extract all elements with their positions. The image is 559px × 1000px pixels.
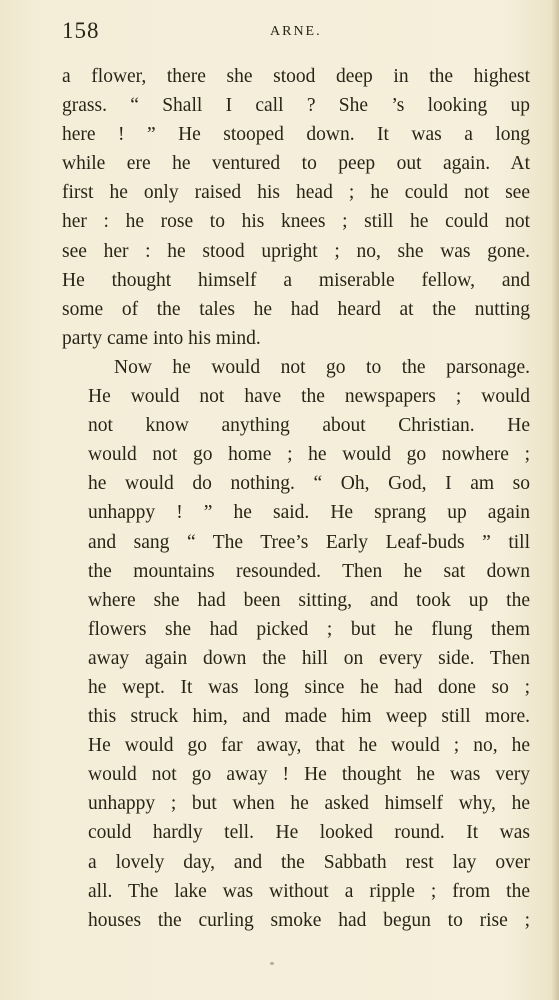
text-line: her : he rose to his knees ; still he could not (62, 211, 530, 233)
text-line: this struck him, and made him weep still more. (88, 706, 530, 728)
text-line: a lovely day, and the Sabbath rest lay over (88, 851, 530, 873)
running-title: ARNE. (270, 24, 322, 39)
text-line: see her : he stood upright ; no, she was gone. (62, 240, 530, 262)
text-line: unhappy ; but when he asked himself why, he (88, 793, 530, 815)
text-line: could hardly tell. He looked round. It was (88, 822, 530, 844)
text-line: a flower, there she stood deep in the highest (62, 66, 530, 87)
text-line: grass. “ Shall I call ? She ’s looking up (62, 95, 530, 117)
text-line: where she had been sitting, and took up the (88, 589, 530, 611)
text-line: unhappy ! ” he said. He sprang up again (88, 502, 530, 524)
text-line: he would do nothing. “ Oh, God, I am so (88, 473, 530, 495)
text-line: Now he would not go to the parsonage. (114, 356, 530, 378)
paragraph-1 (62, 62, 530, 353)
text-line: and sang “ The Tree’s Early Leaf-buds ” till (88, 531, 530, 553)
text-line: would not go away ! He thought he was very (88, 764, 530, 786)
text-line: flowers she had picked ; but he flung them (88, 618, 530, 640)
text-line: here ! ” He stooped down. It was a long (62, 124, 530, 146)
text-line: the mountains resounded. Then he sat down (88, 560, 530, 582)
text-line: He would go far away, that he would ; no, he (88, 735, 530, 757)
text-line: houses the curling smoke had begun to rise ; (88, 909, 530, 931)
page-header (62, 18, 530, 48)
text-line: while ere he ventured to peep out again. At (62, 153, 530, 175)
text-line: not know anything about Christian. He (88, 415, 530, 437)
page-edge-shadow (551, 0, 559, 1000)
page-number: 158 (62, 18, 100, 43)
text-line-last: party came into his mind. (62, 327, 261, 349)
text-line: some of the tales he had heard at the nutting (62, 298, 530, 320)
text-line: away again down the hill on every side. Then (88, 647, 530, 669)
text-line: all. The lake was without a ripple ; from the (88, 880, 530, 902)
text-line: would not go home ; he would go nowhere ; (88, 444, 530, 466)
text-line: He thought himself a miserable fellow, and (62, 269, 530, 291)
text-line: he wept. It was long since he had done so ; (88, 676, 530, 698)
paper-speck (270, 962, 274, 965)
text-line: first he only raised his head ; he could not see (62, 182, 530, 204)
text-line: He would not have the newspapers ; would (88, 386, 530, 408)
paragraph-2 (62, 353, 530, 935)
body-text (62, 62, 530, 935)
